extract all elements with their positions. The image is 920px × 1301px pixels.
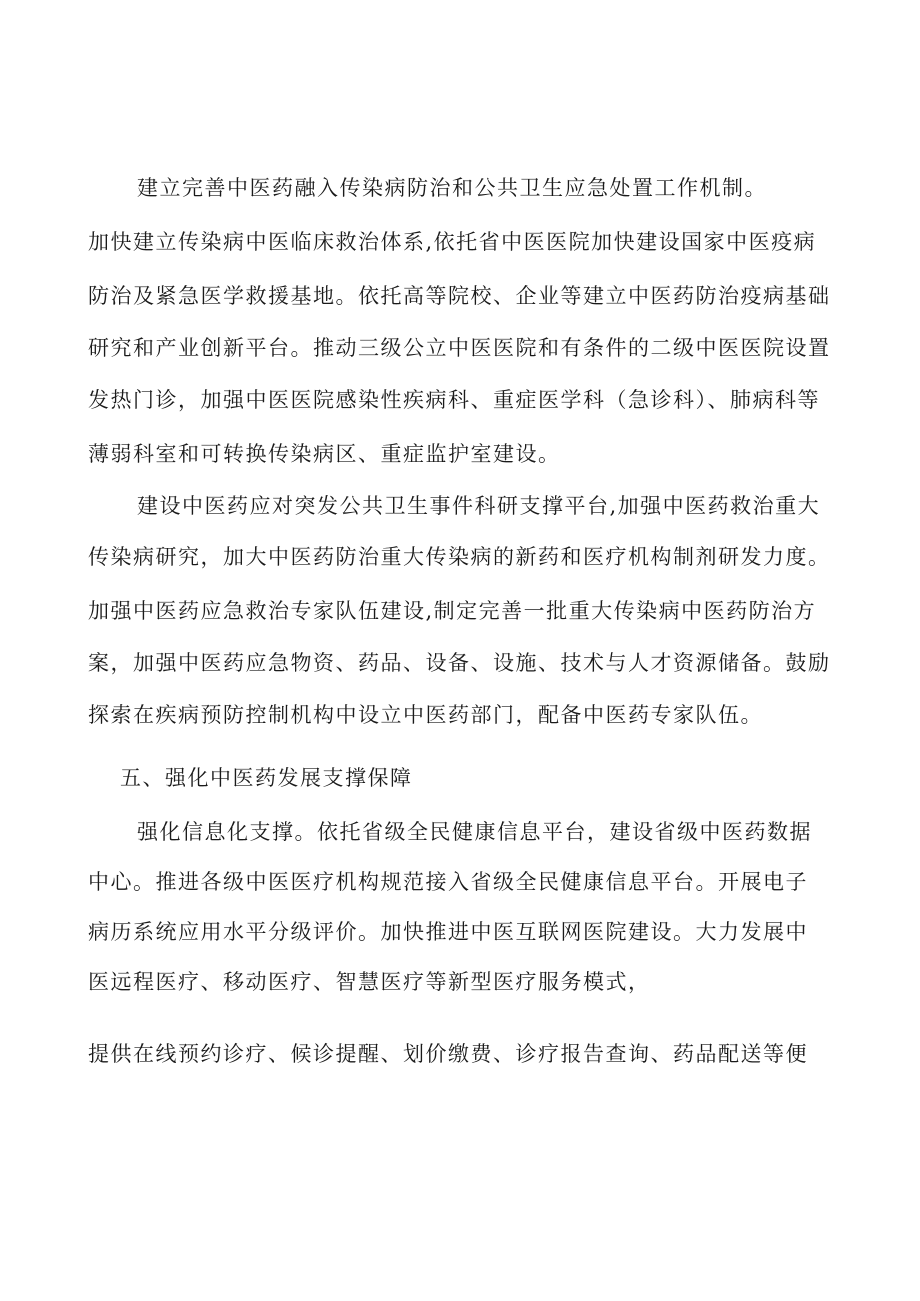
paragraph-2-line-1: 建设中医药应对突发公共卫生事件科研支撑平台,加强中医药救治重大 [137, 494, 821, 518]
section-heading: 五、强化中医药发展支撑保障 [120, 766, 413, 790]
paragraph-1-line-1: 建立完善中医药融入传染病防治和公共卫生应急处置工作机制。 [137, 176, 767, 200]
paragraph-2-line-4: 案，加强中医药应急物资、药品、设备、设施、技术与人才资源储备。鼓励 [88, 651, 831, 675]
paragraph-3-line-3: 病历系统应用水平分级评价。加快推进中医互联网医院建设。大力发展中 [88, 920, 808, 944]
paragraph-3-line-2: 中心。推进各级中医医疗机构规范接入省级全民健康信息平台。开展电子 [88, 870, 808, 894]
paragraph-2-line-2: 传染病研究，加大中医药防治重大传染病的新药和医疗机构制剂研发力度。 [88, 545, 831, 569]
paragraph-1-line-3: 防治及紧急医学救援基地。依托高等院校、企业等建立中医药防治疫病基础 [88, 284, 831, 308]
paragraph-1-line-2: 加快建立传染病中医临床救治体系,依托省中医医院加快建设国家中医疫病 [88, 230, 817, 254]
paragraph-3-line-4: 医远程医疗、移动医疗、智慧医疗等新型医疗服务模式， [88, 970, 651, 994]
paragraph-3-line-1: 强化信息化支撑。依托省级全民健康信息平台，建设省级中医药数据 [137, 820, 812, 844]
paragraph-4-line-1: 提供在线预约诊疗、候诊提醒、划价缴费、诊疗报告查询、药品配送等便 [88, 1042, 808, 1066]
paragraph-1-line-4: 研究和产业创新平台。推动三级公立中医医院和有条件的二级中医医院设置 [88, 336, 831, 360]
paragraph-1-line-6: 薄弱科室和可转换传染病区、重症监护室建设。 [88, 442, 561, 466]
paragraph-2-line-3: 加强中医药应急救治专家队伍建设,制定完善一批重大传染病中医药防治方 [88, 599, 817, 623]
paragraph-2-line-5: 探索在疾病预防控制机构中设立中医药部门，配备中医药专家队伍。 [88, 703, 763, 727]
paragraph-1-line-5: 发热门诊，加强中医医院感染性疾病科、重症医学科（急诊科）、肺病科等 [88, 388, 820, 412]
